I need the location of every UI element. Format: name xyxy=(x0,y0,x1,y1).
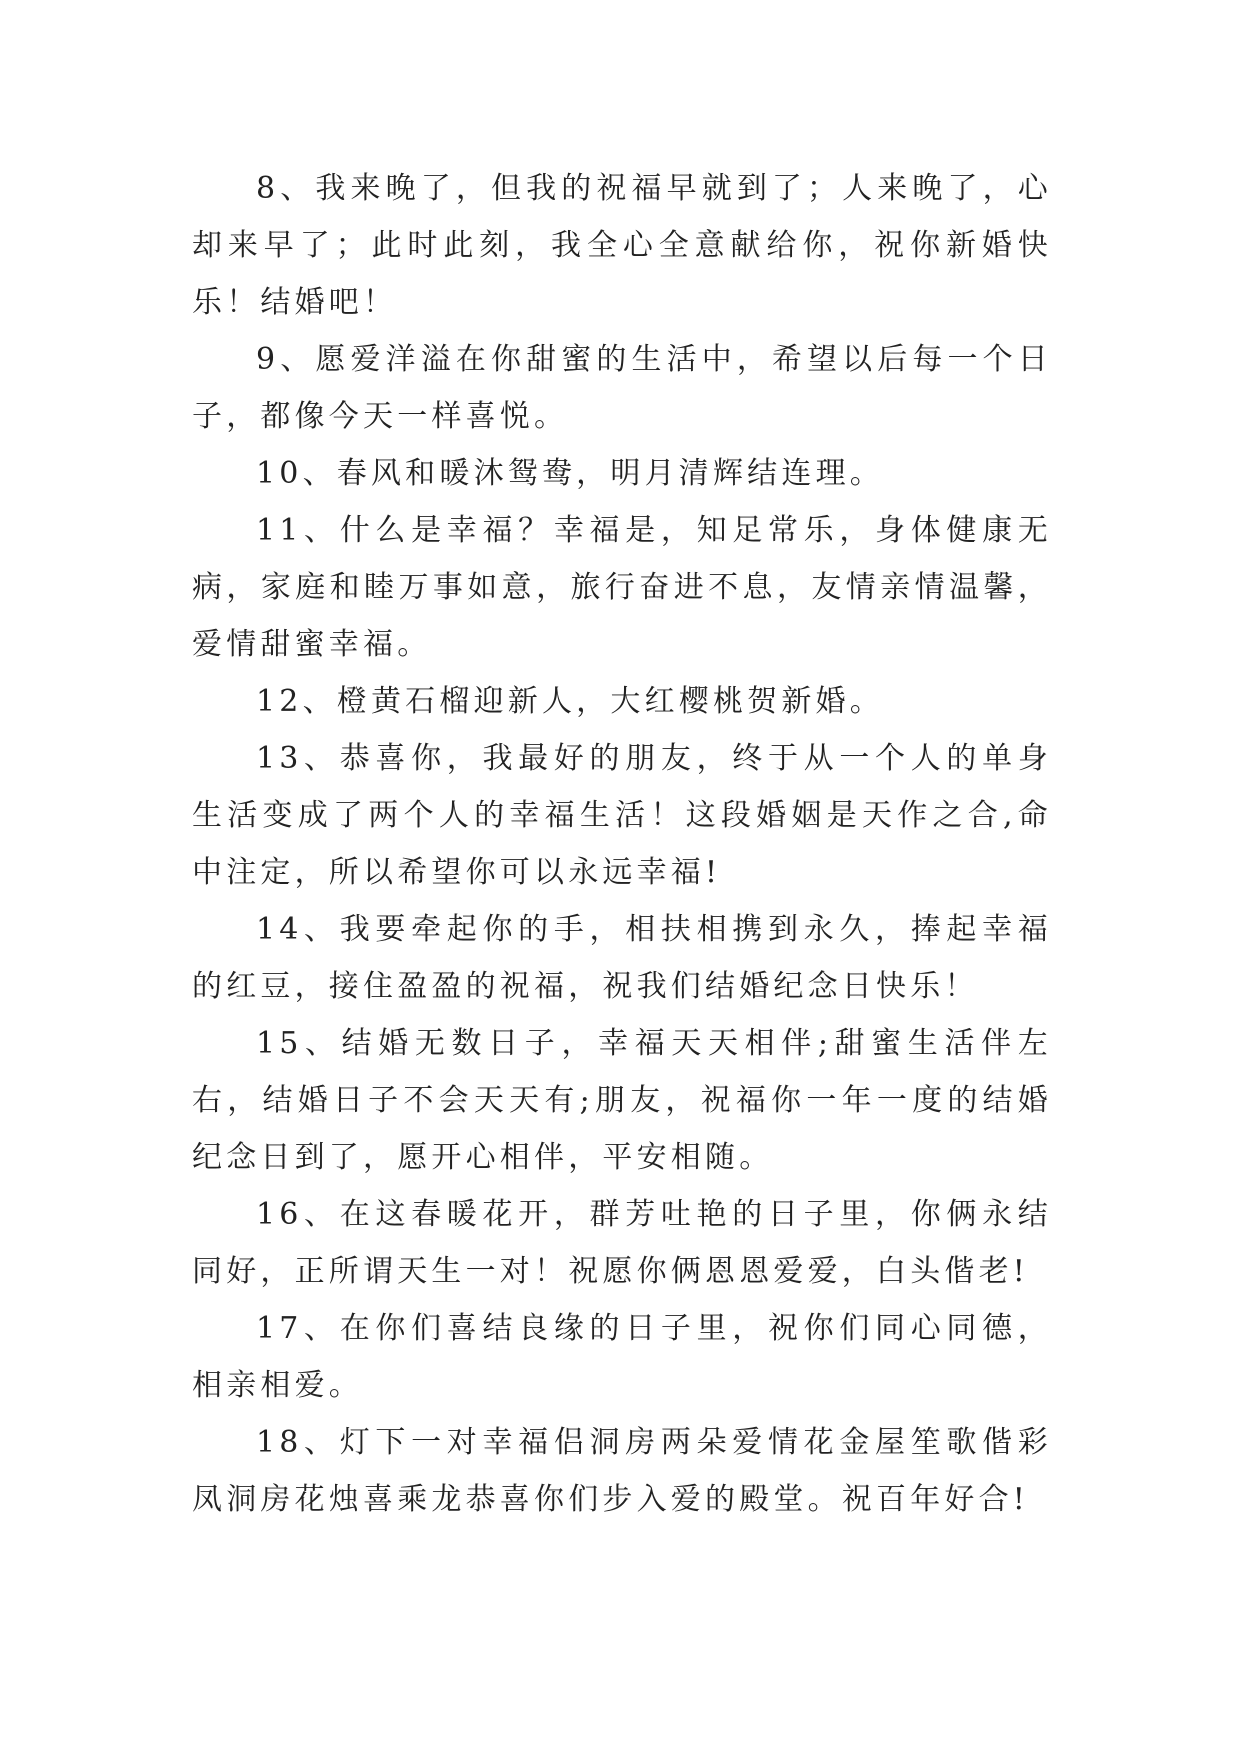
paragraph-11: 11、什么是幸福？幸福是，知足常乐，身体健康无病，家庭和睦万事如意，旅行奋进不息，友情亲情温馨，爱情甜蜜幸福。 xyxy=(192,513,1052,662)
paragraph-17: 17、在你们喜结良缘的日子里，祝你们同心同德，相亲相爱。 xyxy=(192,1311,1052,1403)
paragraph-15: 15、结婚无数日子，幸福天天相伴;甜蜜生活伴左右，结婚日子不会天天有;朋友，祝福你一年一度的结婚纪念日到了，愿开心相伴，平安相随。 xyxy=(192,1026,1052,1175)
paragraph-18: 18、灯下一对幸福侣洞房两朵爱情花金屋笙歌偕彩凤洞房花烛喜乘龙恭喜你们步入爱的殿堂。祝百年好合! xyxy=(192,1425,1052,1517)
paragraph-16: 16、在这春暖花开，群芳吐艳的日子里，你俩永结同好，正所谓天生一对！祝愿你俩恩恩爱爱，白头偕老! xyxy=(192,1197,1052,1289)
paragraph-12: 12、橙黄石榴迎新人，大红樱桃贺新婚。 xyxy=(256,684,884,719)
paragraph-10: 10、春风和暖沐鸳鸯，明月清辉结连理。 xyxy=(256,456,884,491)
paragraph-13: 13、恭喜你，我最好的朋友，终于从一个人的单身生活变成了两个人的幸福生活！这段婚姻是天作之合,命中注定，所以希望你可以永远幸福! xyxy=(192,741,1052,890)
paragraph-14: 14、我要牵起你的手，相扶相携到永久，捧起幸福的红豆，接住盈盈的祝福，祝我们结婚纪念日快乐！ xyxy=(192,912,1052,1004)
paragraph-9: 9、愿爱洋溢在你甜蜜的生活中，希望以后每一个日子，都像今天一样喜悦。 xyxy=(192,342,1052,434)
paragraph-8: 8、我来晚了，但我的祝福早就到了；人来晚了，心却来早了；此时此刻，我全心全意献给你，祝你新婚快乐！结婚吧！ xyxy=(192,171,1052,320)
document-page xyxy=(192,160,1052,1528)
